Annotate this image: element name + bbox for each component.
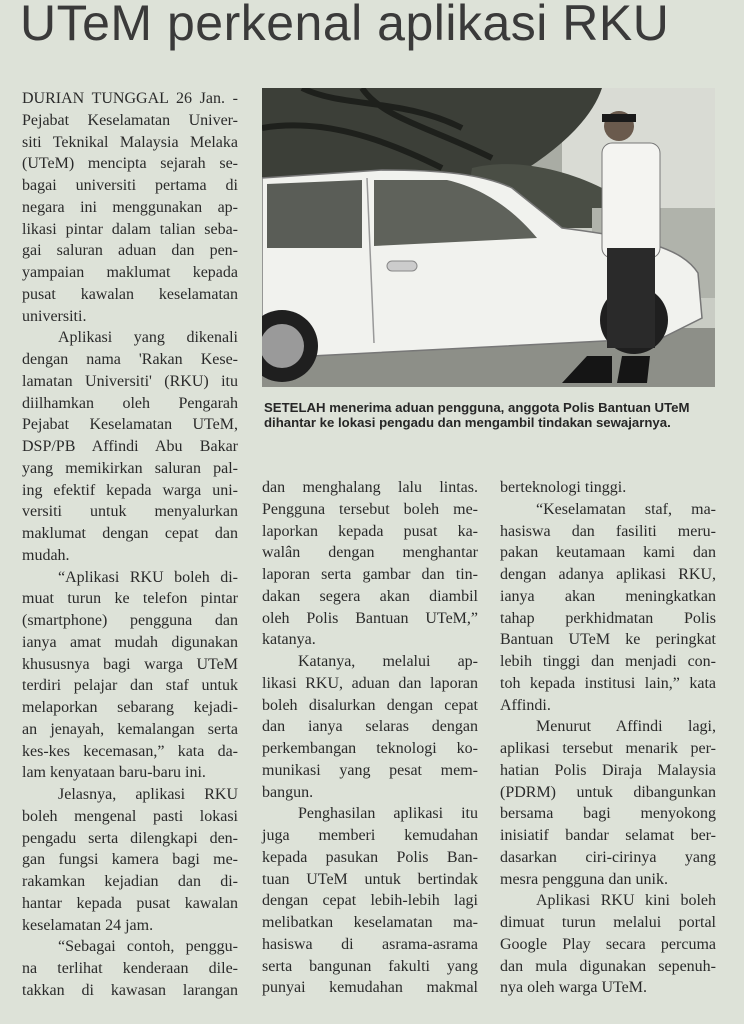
- text-line: laporkan kepada pusat ka-: [262, 522, 478, 540]
- article-paragraph: [22, 567, 238, 785]
- text-line: inisiatif bandar selamat ber-: [500, 827, 716, 844]
- text-line: punyai kemudahan makmal: [262, 979, 478, 997]
- text-line: bersama bagi menyokong: [500, 805, 716, 823]
- text-line: “Sebagai contoh, penggu-: [58, 938, 238, 956]
- text-line: aplikasi tersebut menarik per-: [500, 740, 716, 757]
- article-column-1: [22, 88, 238, 1002]
- news-photo: [262, 88, 715, 387]
- text-line: (smartphone) pengguna dan: [22, 612, 238, 629]
- text-line: versiti untuk menyalurkan: [22, 503, 238, 521]
- text-line: melaporkan sebarang kejadi-: [22, 699, 238, 716]
- text-line: negara ini menggunakan ap-: [22, 198, 238, 216]
- text-line: hasiswa di asrama-asrama: [262, 935, 478, 953]
- text-line: ianya akan meningkatkan: [500, 587, 716, 605]
- text-line: an jenayah, kemalangan serta: [22, 720, 238, 738]
- text-line: mudah.: [22, 546, 70, 564]
- text-line: Penghasilan aplikasi itu: [298, 805, 478, 823]
- text-line: dan mula digunakan sepenuh-: [500, 957, 716, 975]
- text-line: dengan adanya aplikasi RKU,: [500, 566, 716, 583]
- text-line: Jelasnya, aplikasi RKU: [58, 786, 238, 803]
- text-line: dakan segera akan diambil: [262, 587, 478, 605]
- text-line: Aplikasi RKU kini boleh: [536, 892, 716, 910]
- text-line: mesra pengguna dan unik.: [500, 870, 668, 888]
- article-paragraph: [500, 499, 716, 717]
- text-line: dengan nama 'Rakan Kese-: [22, 351, 238, 368]
- text-line: diilhamkan oleh Pengarah: [22, 394, 238, 412]
- text-line: hatian Polis Diraja Malaysia: [500, 761, 716, 779]
- text-line: katanya.: [262, 631, 316, 649]
- text-line: ianya amat mudah digunakan: [22, 633, 238, 651]
- article-paragraph: [500, 716, 716, 890]
- text-line: Aplikasi yang dikenali: [58, 329, 238, 347]
- text-line: ing efektif kepada warga uni-: [22, 481, 238, 499]
- text-line: “Aplikasi RKU boleh di-: [58, 568, 238, 586]
- text-line: dan menghalang lalu lintas.: [262, 479, 478, 496]
- text-line: dan ianya selaras dengan: [262, 718, 478, 736]
- text-line: bangun.: [262, 783, 314, 801]
- article-paragraph: [22, 784, 238, 936]
- text-line: (UTeM) mencipta sejarah se-: [22, 155, 238, 173]
- text-line: pakan keutamaan kami dan: [500, 544, 716, 562]
- text-line: hasiswa dan fasiliti meru-: [500, 522, 716, 540]
- text-line: likasi RKU, aduan dan laporan: [262, 674, 478, 692]
- text-line: Pejabat Keselamatan UTeM,: [22, 416, 238, 434]
- article-paragraph: [262, 803, 478, 999]
- article-paragraph: [500, 477, 716, 499]
- text-line: yampaian maklumat kepada: [22, 264, 238, 281]
- text-line: oleh Polis Bantuan UTeM,”: [262, 609, 478, 627]
- text-line: na terlihat kenderaan dile-: [22, 960, 238, 977]
- text-line: rakamkan kejadian dan di-: [22, 873, 238, 890]
- text-line: tuan UTeM untuk bertindak: [262, 870, 478, 888]
- text-line: lam kenyataan baru-baru ini.: [22, 764, 206, 782]
- text-line: DSP/PB Affindi Abu Bakar: [22, 438, 238, 455]
- text-line: Katanya, melalui ap-: [298, 653, 478, 670]
- text-line: likasi pintar dalam talian seba-: [22, 220, 238, 238]
- text-line: berteknologi tinggi.: [500, 479, 627, 496]
- text-line: hantar kepada pusat kawalan: [22, 894, 238, 912]
- text-line: khususnya bagi warga UTeM: [22, 655, 238, 673]
- text-line: Bantuan UTeM ke peringkat: [500, 631, 716, 649]
- text-line: lebih tinggi dan menjadi con-: [500, 653, 716, 670]
- text-line: gai saluran aduan dan pen-: [22, 242, 238, 260]
- text-line: (PDRM) untuk dibangunkan: [500, 783, 716, 801]
- text-line: Pengguna tersebut boleh me-: [262, 500, 478, 518]
- article-paragraph: [262, 477, 478, 651]
- text-line: pengadu serta dilengkapi den-: [22, 829, 238, 847]
- article-column-2: [262, 477, 478, 999]
- text-line: Affindi.: [500, 696, 551, 714]
- text-line: toh kepada institusi lain,” kata: [500, 674, 716, 692]
- text-line: DURIAN TUNGGAL 26 Jan. -: [22, 90, 238, 107]
- text-line: nya oleh warga UTeM.: [500, 979, 647, 997]
- photo-caption: SETELAH menerima aduan pengguna, anggota Polis Bantuan UTeM dihantar ke lokasi pengadu dan mengambil tindakan sewajarnya.: [264, 400, 690, 430]
- text-line: muat turun ke telefon pintar: [22, 590, 238, 608]
- text-line: melibatkan keselamatan ma-: [262, 914, 478, 931]
- text-line: munikasi yang pesat mem-: [262, 761, 478, 779]
- text-line: walân dengan menghantar: [262, 544, 478, 562]
- text-line: dimuat turun melalui portal: [500, 914, 716, 931]
- text-line: boleh disalurkan dengan cepat: [262, 696, 478, 714]
- text-line: perkembangan teknologi ko-: [262, 740, 478, 757]
- text-line: Pejabat Keselamatan Univer-: [22, 111, 238, 129]
- article-paragraph: [262, 651, 478, 803]
- text-line: pusat kawalan keselamatan: [22, 285, 238, 303]
- text-line: Google Play secara percuma: [500, 935, 716, 953]
- article-paragraph: [22, 88, 238, 327]
- text-line: serta bangunan fakulti yang: [262, 957, 478, 975]
- text-line: tahap perkhidmatan Polis: [500, 609, 716, 627]
- text-line: kepada pasukan Polis Ban-: [262, 848, 478, 866]
- article-paragraph: [500, 890, 716, 999]
- text-line: kes-kes kecemasan,” kata da-: [22, 742, 238, 760]
- article-column-3: [500, 477, 716, 999]
- article-paragraph: [22, 327, 238, 566]
- text-line: maklumat dengan cepat dan: [22, 525, 238, 542]
- text-line: terdiri pelajar dan staf untuk: [22, 677, 238, 695]
- headline: UTeM perkenal aplikasi RKU: [20, 0, 670, 51]
- text-line: lamatan Universiti' (RKU) itu: [22, 372, 238, 390]
- text-line: yang memikirkan saluran pal-: [22, 459, 238, 477]
- text-line: “Keselamatan staf, ma-: [536, 500, 716, 518]
- text-line: juga memberi kemudahan: [262, 827, 478, 844]
- text-line: dasarkan ciri-cirinya yang: [500, 848, 716, 866]
- text-line: universiti.: [22, 307, 87, 325]
- text-line: takkan di kawasan larangan: [22, 981, 238, 999]
- text-line: dengan cepat lebih-lebih lagi: [262, 892, 478, 910]
- text-line: keselamatan 24 jam.: [22, 916, 154, 934]
- text-line: bagai universiti pertama di: [22, 177, 238, 194]
- article-paragraph: [22, 936, 238, 1001]
- text-line: laporan serta gambar dan tin-: [262, 566, 478, 583]
- text-line: siti Teknikal Malaysia Melaka: [22, 133, 238, 151]
- text-line: gan fungsi kamera bagi me-: [22, 851, 238, 869]
- text-line: Menurut Affindi lagi,: [536, 718, 716, 736]
- text-line: boleh mengenal pasti lokasi: [22, 807, 238, 825]
